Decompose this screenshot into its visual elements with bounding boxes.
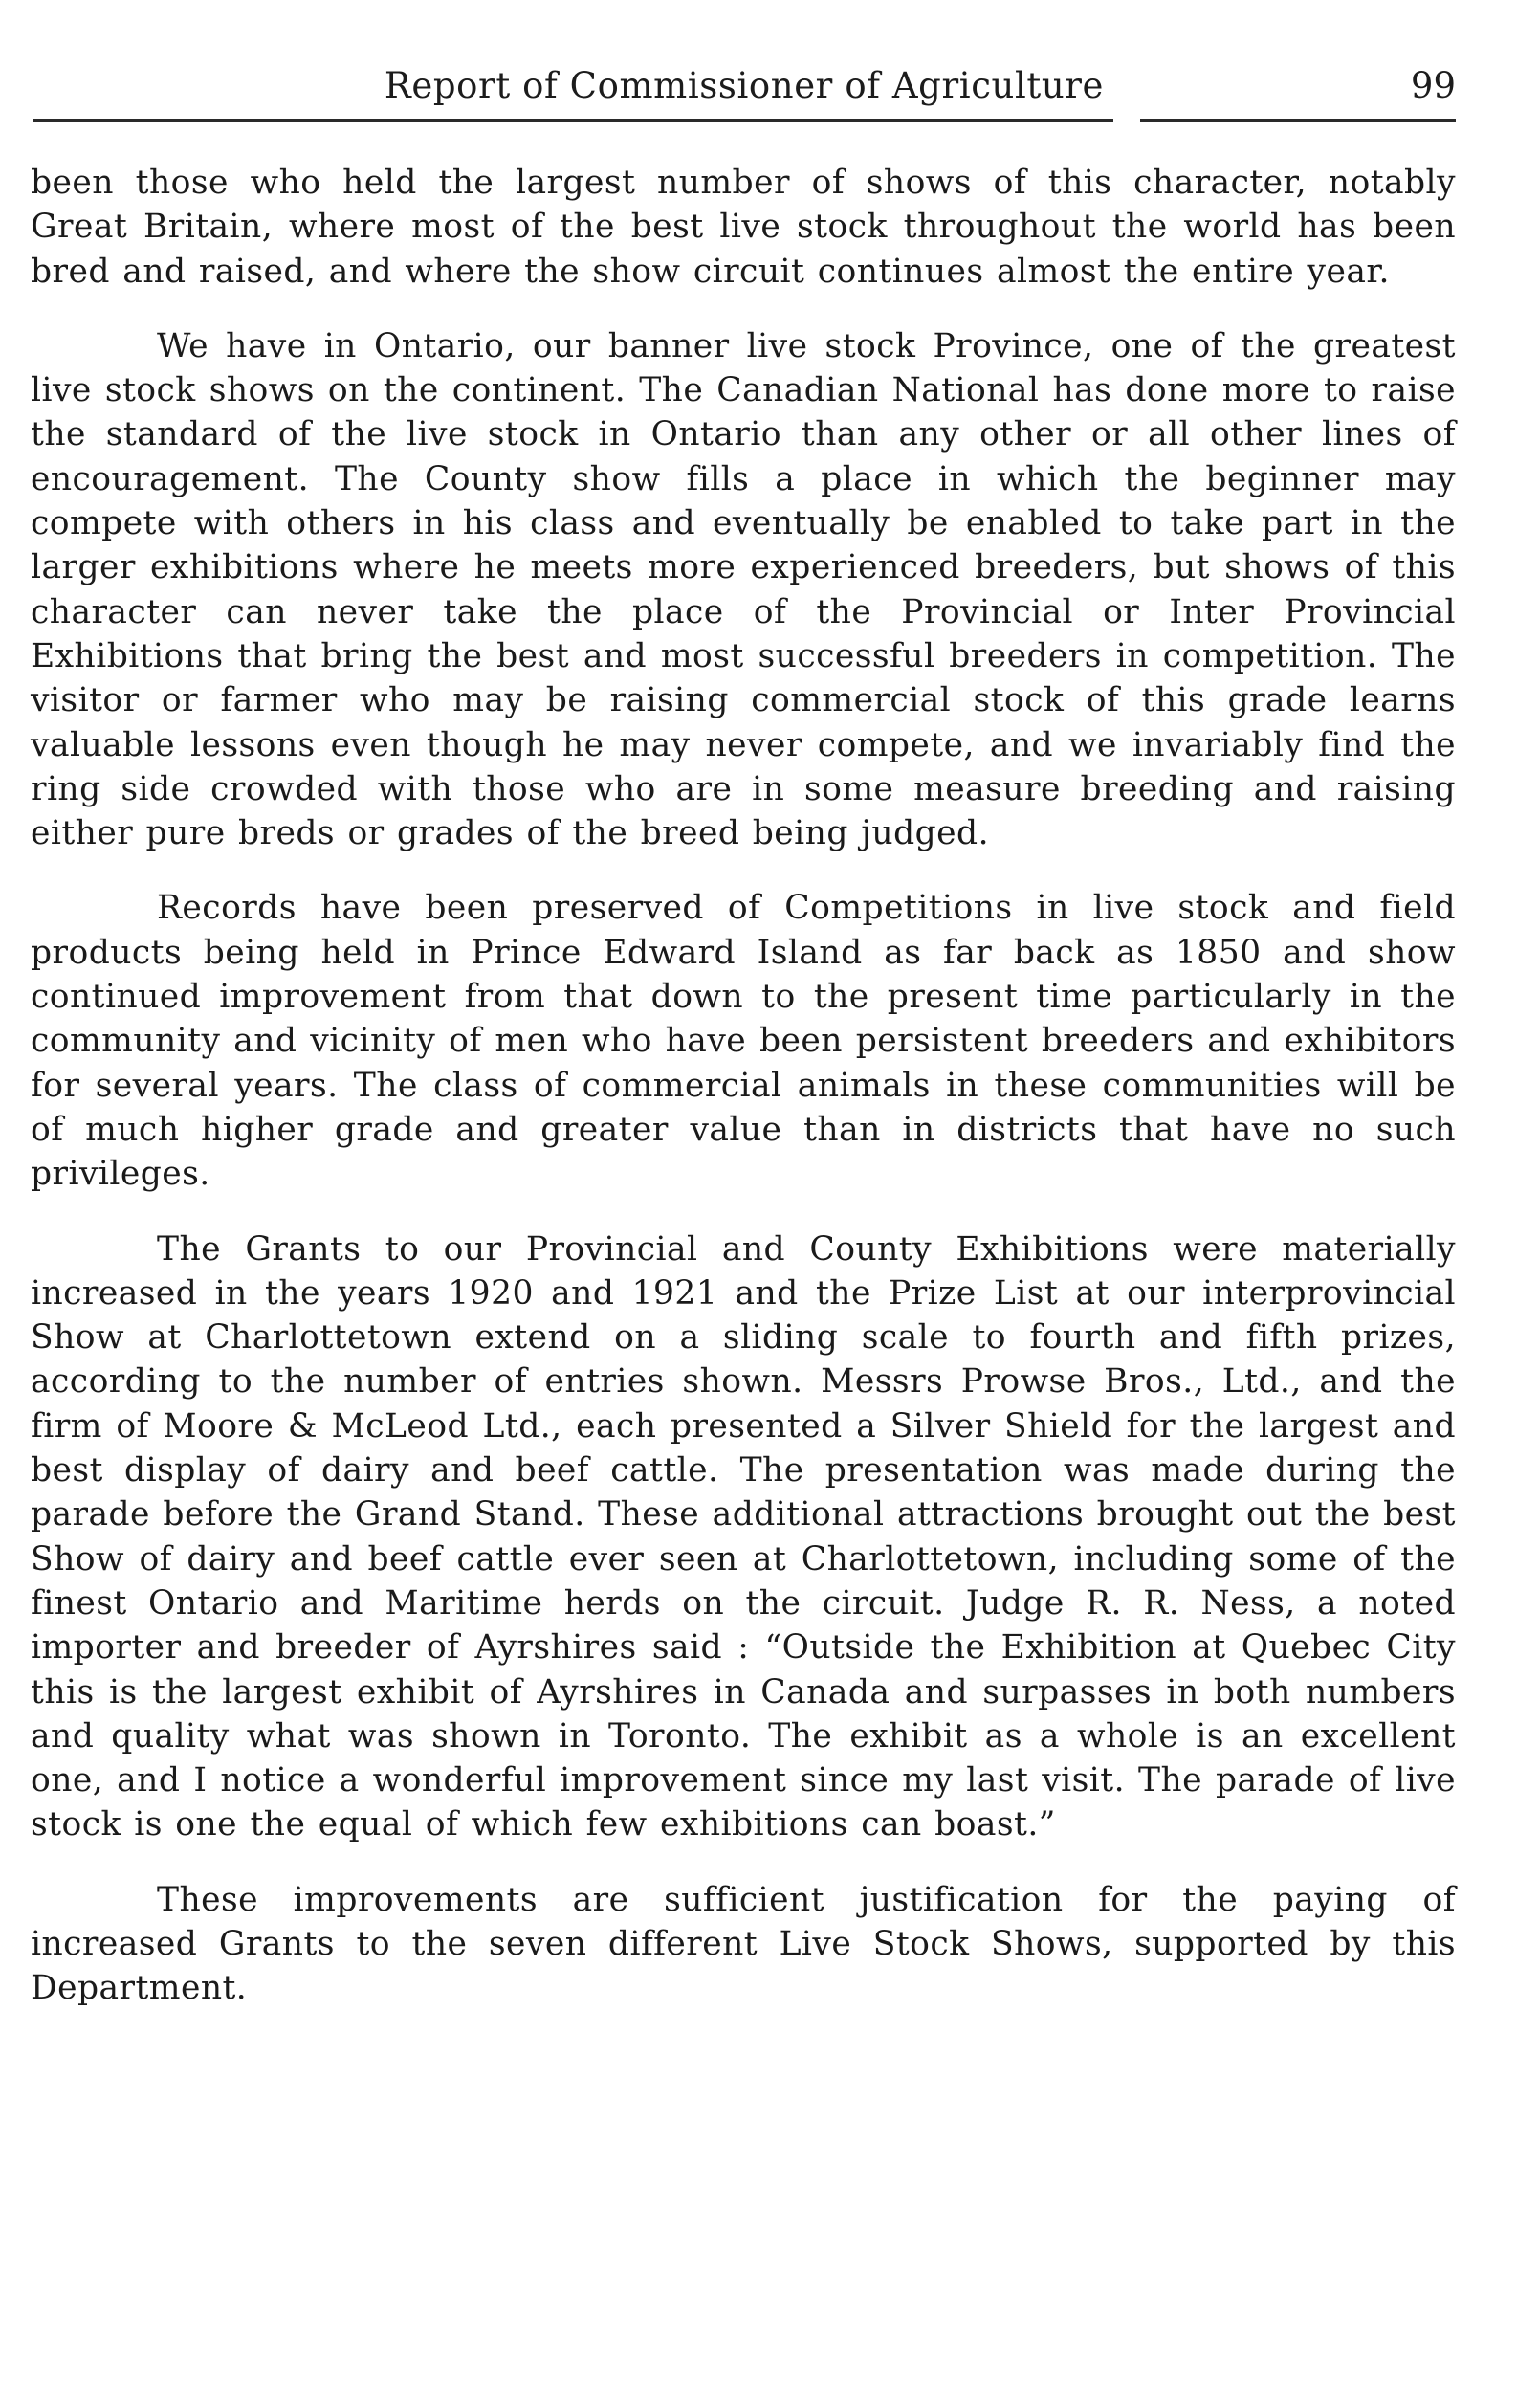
running-title: Report of Commissioner of Agriculture [384, 65, 1105, 106]
header-rule-right [1140, 119, 1456, 122]
paragraph-ontario-shows: We have in Ontario, our banner live stock Province, one of the greatest live stock shows on the continent. The Canadian National has done more to raise the standard of the live stock in Ontario than any other or all other lines of encouragement. The County show fills a place in which the beginner may compete with others in his class and eventually be enabled to take part in the larger exhibitions where he meets more experienced breeders, but shows of this character can never take the place of the Provincial or Inter Provincial Exhibitions that bring the best and most successful breeders in competition. The visitor or farmer who may be raising commercial stock of this grade learns valuable lessons even though he may never compete, and we invariably find the ring side crowded with those who are in some measure breeding and raising either pure breds or grades of the breed being judged. [31, 326, 1456, 853]
paragraph-continued: been those who held the largest number of shows of this character, notably Great Britain, where most of the best live stock throughout the world has been bred and raised, and where the show circuit continues almost the entire year. [31, 164, 1456, 291]
running-head [33, 59, 1456, 128]
paragraph-records: Records have been preserved of Competitions in live stock and field products being held in Prince Edward Island as far back as 1850 and show continued improvement from that down to the present time particularly in the community and vicinity of men who have been persistent breeders and exhibitors for several years. The class of commercial animals in these communities will be of much higher grade and greater value than in districts that have no such privileges. [31, 889, 1456, 1194]
page-number: 99 [1410, 65, 1456, 106]
header-rule-left [33, 119, 1113, 122]
body-text [31, 161, 1456, 2042]
paragraph-grants: The Grants to our Provincial and County Exhibitions were materially increased in the years 1920 and 1921 and the Prize List at our interprovincial Show at Charlottetown extend on a sliding scale to fourth and fifth prizes, according to the number of entries shown. Messrs Prowse Bros., Ltd., and the firm of Moore & McLeod Ltd., each presented a Silver Shield for the largest and best display of dairy and beef cattle. The presentation was made during the parade before the Grand Stand. These additional attractions brought out the best Show of dairy and beef cattle ever seen at Charlottetown, including some of the finest Ontario and Maritime herds on the circuit. Judge R. R. Ness, a noted importer and breeder of Ayrshires said : “Outside the Exhibition at Quebec City this is the largest exhibit of Ayrshires in Canada and surpasses in both numbers and quality what was shown in Toronto. The exhibit as a whole is an excellent one, and I notice a wonderful improvement since my last visit. The parade of live stock is one the equal of which few exhibitions can boast.” [31, 1229, 1456, 1845]
paragraph-improvements: These improvements are sufficient justification for the paying of increased Grants to the seven different Live Stock Shows, supported by this Department. [31, 1880, 1456, 2008]
